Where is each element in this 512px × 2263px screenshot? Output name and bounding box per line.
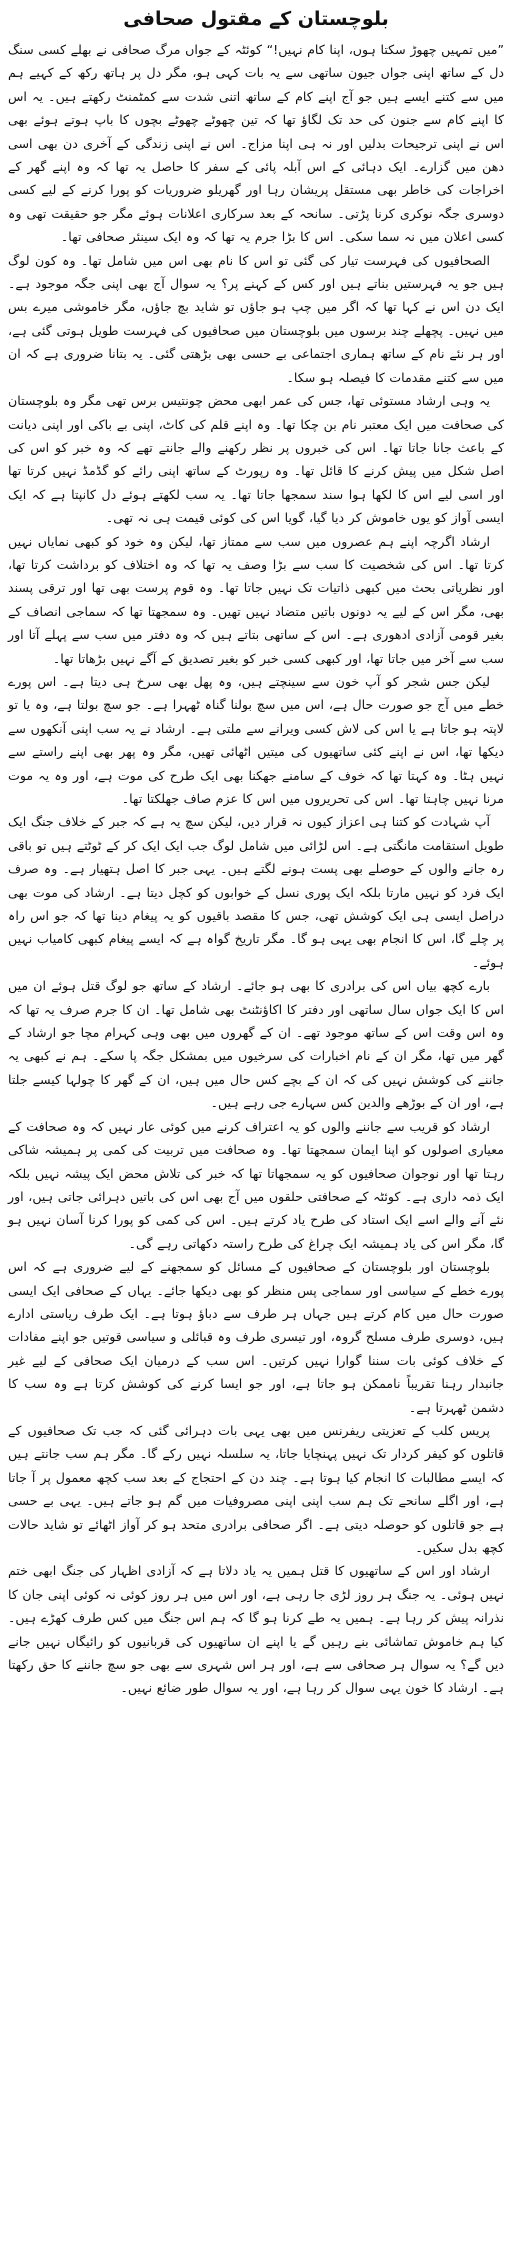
headline: بلوچستان کے مقتول صحافی xyxy=(123,8,389,30)
paragraph: بلوچستان اور بلوچستان کے صحافیوں کے مسائل کو سمجھنے کے لیے ضروری ہے کہ اس پورے خطے کے سیاسی اور سماجی پس منظر کو بھی دیکھا جائے۔ یہاں کے صحافی ایک ایسی صورت حال میں کام کرتے ہیں جہاں ہر طرف سے دباؤ ہوتا ہے۔ ایک طرف ریاستی ادارے ہیں، دوسری طرف مسلح گروہ، اور تیسری طرف وہ قبائلی و سیاسی قوتیں جو اپنے مفادات کے خلاف کوئی بات سننا گوارا نہیں کرتیں۔ اس سب کے درمیان ایک صحافی کے لیے غیر جانبدار رہنا تقریباً ناممکن ہو جاتا ہے، اور جو ایسا کرنے کی کوشش کرتا ہے وہ سب کا دشمن ٹھہرتا ہے۔ xyxy=(8,1259,504,1415)
paragraph: ارشاد اگرچہ اپنے ہم عصروں میں سب سے ممتاز تھا، لیکن وہ خود کو کبھی نمایاں نہیں کرتا تھا۔ اس کی شخصیت کا سب سے بڑا وصف یہ تھا کہ وہ اختلاف کو برداشت کرتا تھا، اور نظریاتی بحث میں کبھی ذاتیات تک نہیں جاتا تھا۔ وہ قوم پرست بھی تھا اور ترقی پسند بھی، مگر اس کے لیے یہ دونوں باتیں متضاد نہیں تھیں۔ وہ سمجھتا تھا کہ سماجی انصاف کے بغیر قومی آزادی ادھوری ہے۔ اس کے ساتھی بتاتے ہیں کہ وہ دفتر میں سب سے پہلے آتا اور سب سے آخر میں جاتا تھا، اور کبھی کسی خبر کو بغیر تصدیق کے آگے نہیں بڑھاتا تھا۔ xyxy=(8,533,504,666)
article-body xyxy=(8,38,504,1700)
paragraph: ”میں تمہیں چھوڑ سکتا ہوں، اپنا کام نہیں!“ کوئٹہ کے جواں مرگ صحافی نے بھلے کسی سنگ دل کے ساتھ اپنی جواں جیون ساتھی سے یہ بات کہی ہو، مگر دل پر ہاتھ رکھ کے کہیے ہم میں سے کتنے ایسے ہیں جو آج اپنے کام کے ساتھ اتنی شدت سے کمٹمنٹ رکھتے ہیں۔ یہ اس کا اپنے کام سے جنون کی حد تک لگاؤ تھا کہ تین چھوٹے چھوٹے بچوں کا باپ ہوتے ہوئے بھی اس نے اپنی ترجیحات بدلیں اور نہ ہی اپنا مزاج۔ اس نے اپنی زندگی کے آخری دن بھی اسی دھن میں گزارے۔ ایک دہائی کے اس آبلہ پائی کے سفر کا حاصل یہ تھا کہ وہ اپنے گھر کے اخراجات کی خاطر بھی مستقل پریشان رہا اور گھریلو ضروریات کو پورا کرنے کے لیے کسی دوسری جگہ نوکری کرنا پڑتی۔ سانحہ کے بعد سرکاری اعلانات ہوئے مگر جو حقیقت تھی وہ کسی اعلان میں نہ سما سکی۔ اس کا بڑا جرم یہ تھا کہ وہ ایک سینئر صحافی تھا۔ xyxy=(8,42,504,245)
paragraph: الصحافیوں کی فہرست تیار کی گئی تو اس کا نام بھی اس میں شامل تھا۔ وہ کون لوگ ہیں جو یہ فہرستیں بناتے ہیں اور کس کے کہنے پر؟ یہ سوال آج بھی اپنی جگہ موجود ہے۔ ایک دن اس نے کہا تھا کہ اگر میں چپ ہو جاؤں تو شاید بچ جاؤں، مگر خاموشی میرے بس میں نہیں۔ پچھلے چند برسوں میں بلوچستان میں صحافیوں کی فہرست طویل ہوتی گئی ہے، اور ہر نئے نام کے ساتھ ہماری اجتماعی بے حسی بھی بڑھتی گئی۔ یہ بتانا ضروری ہے کہ ان میں سے کتنے مقدمات کا فیصلہ ہو سکا۔ xyxy=(8,252,504,385)
paragraph: لیکن جس شجر کو آپ خون سے سینچتے ہیں، وہ پھل بھی سرخ ہی دیتا ہے۔ اس پورے خطے میں آج جو صورت حال ہے، اس میں سچ بولنا گناہ ٹھہرا ہے۔ جو سچ بولتا ہے، وہ یا تو لاپتہ ہو جاتا ہے یا اس کی لاش کسی ویرانے سے ملتی ہے۔ ارشاد نے یہ سب اپنی آنکھوں سے دیکھا تھا، اس نے اپنے کئی ساتھیوں کی میتیں اٹھائی تھیں، مگر وہ پھر بھی اپنے راستے سے نہیں ہٹا۔ وہ کہتا تھا کہ خوف کے سامنے جھکنا بھی ایک طرح کی موت ہے، اور وہ یہ موت مرنا نہیں چاہتا تھا۔ اس کی تحریروں میں اس کا عزم صاف جھلکتا تھا۔ xyxy=(8,673,504,806)
paragraph: ارشاد اور اس کے ساتھیوں کا قتل ہمیں یہ یاد دلاتا ہے کہ آزادی اظہار کی جنگ ابھی ختم نہیں ہوئی۔ یہ جنگ ہر روز لڑی جا رہی ہے، اور اس میں ہر روز کوئی نہ کوئی اپنی جان کا نذرانہ پیش کر رہا ہے۔ ہمیں یہ طے کرنا ہو گا کہ ہم اس جنگ میں کس طرف کھڑے ہیں۔ کیا ہم خاموش تماشائی بنے رہیں گے یا اپنے ان ساتھیوں کی قربانیوں کو رائیگاں نہیں جانے دیں گے؟ یہ سوال ہر صحافی سے ہے، اور ہر اس شہری سے بھی جو سچ جاننے کا حق رکھتا ہے۔ ارشاد کا خون یہی سوال کر رہا ہے، اور یہ سوال طور ضائع نہیں۔ xyxy=(8,1563,504,1696)
paragraph: بارے کچھ بیاں اس کی برادری کا بھی ہو جائے۔ ارشاد کے ساتھ جو لوگ قتل ہوئے ان میں اس کا ایک جواں سال ساتھی اور دفتر کا اکاؤنٹنٹ بھی شامل تھا۔ ان کا جرم صرف یہ تھا کہ وہ اس وقت اس کے ساتھ موجود تھے۔ ان کے گھروں میں بھی وہی کہرام مچا جو ارشاد کے گھر میں تھا، مگر ان کے نام اخبارات کی سرخیوں میں بمشکل جگہ پا سکے۔ ہم نے کبھی یہ جاننے کی کوشش نہیں کی کہ ان کے بچے کس حال میں ہیں، ان کے گھر کا چولہا کیسے جلتا ہے، اور ان کے بوڑھے والدین کس سہارے جی رہے ہیں۔ xyxy=(8,978,504,1111)
paragraph: پریس کلب کے تعزیتی ریفرنس میں بھی یہی بات دہرائی گئی کہ جب تک صحافیوں کے قاتلوں کو کیفر کردار تک نہیں پہنچایا جاتا، یہ سلسلہ نہیں رکے گا۔ مگر ہم سب جانتے ہیں کہ ایسے مطالبات کا انجام کیا ہوتا ہے۔ چند دن کے احتجاج کے بعد سب کچھ معمول پر آ جاتا ہے، اور اگلے سانحے تک ہم سب اپنی اپنی مصروفیات میں گم ہو جاتے ہیں۔ یہی بے حسی ہے جو قاتلوں کو حوصلہ دیتی ہے۔ اگر صحافی برادری متحد ہو کر آواز اٹھائے تو شاید حالات کچھ بدل سکیں۔ xyxy=(8,1422,504,1555)
paragraph: آپ شہادت کو کتنا ہی اعزاز کیوں نہ قرار دیں، لیکن سچ یہ ہے کہ جبر کے خلاف جنگ ایک طویل استقامت مانگتی ہے۔ اس لڑائی میں شامل لوگ جب ایک ایک کر کے ٹوٹتے ہیں تو باقی رہ جانے والوں کے حوصلے بھی پست ہونے لگتے ہیں۔ یہی جبر کا اصل ہتھیار ہے۔ وہ صرف ایک فرد کو نہیں مارتا بلکہ ایک پوری نسل کے خوابوں کو کچل دیتا ہے۔ ارشاد کی موت بھی دراصل ایسی ہی ایک کوشش تھی، جس کا مقصد باقیوں کو یہ پیغام دینا تھا کہ جو اس راہ پر چلے گا، اس کا انجام بھی یہی ہو گا۔ مگر تاریخ گواہ ہے کہ ایسے پیغام کبھی کامیاب نہیں ہوئے۔ xyxy=(8,814,504,970)
paragraph: یہ وہی ارشاد مستوئی تھا، جس کی عمر ابھی محض چونتیس برس تھی مگر وہ بلوچستان کی صحافت میں ایک معتبر نام بن چکا تھا۔ وہ اپنے قلم کی کاٹ، اپنی بے باکی اور اپنی دیانت کے باعث جانا جاتا تھا۔ اس کی خبروں پر نظر رکھنے والے جانتے تھے کہ وہ خبر کو اس کی اصل شکل میں پیش کرنے کا قائل تھا۔ وہ رپورٹ کے ساتھ اپنی رائے کو گڈمڈ نہیں کرتا تھا اور اسی لیے اس کا لکھا ہوا سند سمجھا جاتا تھا۔ یہ سب لکھتے ہوئے دل کانپتا ہے کہ ایک ایسی آواز کو یوں خاموش کر دیا گیا، گویا اس کی کوئی قیمت ہی نہ تھی۔ xyxy=(8,393,504,526)
paragraph: ارشاد کو قریب سے جاننے والوں کو یہ اعتراف کرنے میں کوئی عار نہیں کہ وہ صحافت کے معیاری اصولوں کو اپنا ایمان سمجھتا تھا۔ وہ صحافت میں تربیت کی کمی پر ہمیشہ شاکی رہتا تھا اور نوجوان صحافیوں کو یہ سمجھاتا تھا کہ خبر کی تلاش محض ایک پیشہ نہیں بلکہ ایک ذمہ داری ہے۔ کوئٹہ کے صحافتی حلقوں میں آج بھی اس کی باتیں دہرائی جاتی ہیں، اور نئے آنے والے اسے ایک استاد کی طرح یاد کرتے ہیں۔ اس کی کمی کو پورا کرنا آسان نہیں ہو گا، مگر اس کی یاد ہمیشہ ایک چراغ کی طرح راستہ دکھاتی رہے گی۔ xyxy=(8,1118,504,1251)
